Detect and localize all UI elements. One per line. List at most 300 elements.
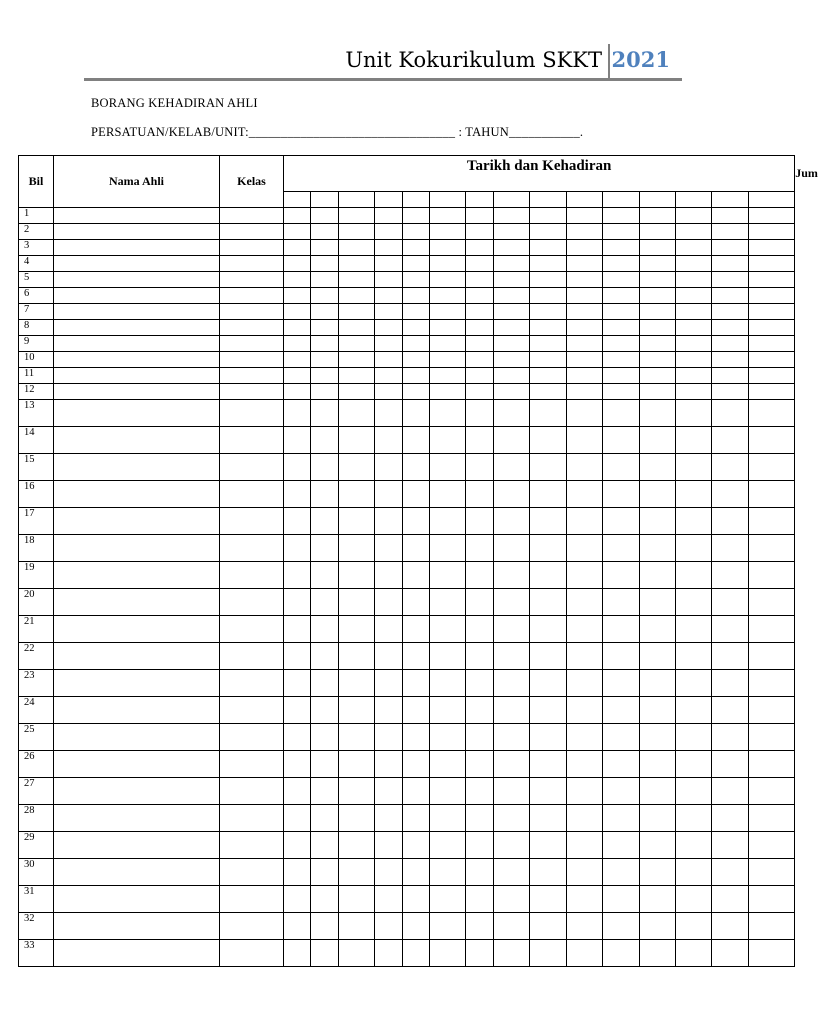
attendance-cell[interactable] [530, 427, 567, 454]
date-header-cell[interactable] [567, 192, 603, 208]
attendance-cell[interactable] [494, 670, 530, 697]
kelas-cell[interactable] [220, 805, 284, 832]
attendance-cell[interactable] [284, 224, 311, 240]
attendance-cell[interactable] [676, 643, 712, 670]
attendance-cell[interactable] [640, 589, 676, 616]
attendance-cell[interactable] [339, 778, 375, 805]
attendance-cell[interactable] [749, 670, 795, 697]
attendance-cell[interactable] [567, 208, 603, 224]
attendance-cell[interactable] [430, 256, 466, 272]
attendance-cell[interactable] [403, 320, 430, 336]
attendance-cell[interactable] [567, 481, 603, 508]
attendance-cell[interactable] [676, 724, 712, 751]
attendance-cell[interactable] [494, 272, 530, 288]
attendance-cell[interactable] [494, 886, 530, 913]
attendance-cell[interactable] [311, 400, 339, 427]
attendance-cell[interactable] [494, 320, 530, 336]
attendance-cell[interactable] [567, 240, 603, 256]
attendance-cell[interactable] [712, 940, 749, 967]
attendance-cell[interactable] [494, 336, 530, 352]
attendance-cell[interactable] [567, 778, 603, 805]
attendance-cell[interactable] [430, 616, 466, 643]
attendance-cell[interactable] [749, 272, 795, 288]
attendance-cell[interactable] [530, 384, 567, 400]
attendance-cell[interactable] [530, 320, 567, 336]
attendance-cell[interactable] [339, 616, 375, 643]
attendance-cell[interactable] [530, 240, 567, 256]
date-header-cell[interactable] [466, 192, 494, 208]
attendance-cell[interactable] [530, 304, 567, 320]
attendance-cell[interactable] [466, 208, 494, 224]
attendance-cell[interactable] [284, 535, 311, 562]
attendance-cell[interactable] [430, 320, 466, 336]
nama-cell[interactable] [54, 778, 220, 805]
attendance-cell[interactable] [603, 643, 640, 670]
attendance-cell[interactable] [749, 481, 795, 508]
attendance-cell[interactable] [375, 508, 403, 535]
attendance-cell[interactable] [466, 913, 494, 940]
attendance-cell[interactable] [676, 320, 712, 336]
attendance-cell[interactable] [749, 304, 795, 320]
attendance-cell[interactable] [339, 400, 375, 427]
attendance-cell[interactable] [339, 508, 375, 535]
attendance-cell[interactable] [603, 562, 640, 589]
attendance-cell[interactable] [676, 670, 712, 697]
attendance-cell[interactable] [284, 778, 311, 805]
attendance-cell[interactable] [676, 805, 712, 832]
nama-cell[interactable] [54, 562, 220, 589]
attendance-cell[interactable] [712, 535, 749, 562]
nama-cell[interactable] [54, 427, 220, 454]
attendance-cell[interactable] [284, 940, 311, 967]
attendance-cell[interactable] [749, 384, 795, 400]
attendance-cell[interactable] [284, 320, 311, 336]
attendance-cell[interactable] [567, 913, 603, 940]
attendance-cell[interactable] [567, 940, 603, 967]
attendance-cell[interactable] [430, 400, 466, 427]
attendance-cell[interactable] [339, 208, 375, 224]
attendance-cell[interactable] [567, 643, 603, 670]
attendance-cell[interactable] [603, 352, 640, 368]
attendance-cell[interactable] [712, 256, 749, 272]
attendance-cell[interactable] [676, 832, 712, 859]
attendance-cell[interactable] [403, 400, 430, 427]
attendance-cell[interactable] [530, 208, 567, 224]
attendance-cell[interactable] [676, 535, 712, 562]
attendance-cell[interactable] [466, 481, 494, 508]
attendance-cell[interactable] [375, 256, 403, 272]
nama-cell[interactable] [54, 368, 220, 384]
attendance-cell[interactable] [403, 940, 430, 967]
attendance-cell[interactable] [749, 859, 795, 886]
nama-cell[interactable] [54, 481, 220, 508]
kelas-cell[interactable] [220, 778, 284, 805]
attendance-cell[interactable] [712, 336, 749, 352]
attendance-cell[interactable] [530, 288, 567, 304]
attendance-cell[interactable] [284, 272, 311, 288]
attendance-cell[interactable] [530, 805, 567, 832]
attendance-cell[interactable] [375, 336, 403, 352]
nama-cell[interactable] [54, 256, 220, 272]
attendance-cell[interactable] [339, 859, 375, 886]
nama-cell[interactable] [54, 913, 220, 940]
attendance-cell[interactable] [712, 616, 749, 643]
attendance-cell[interactable] [530, 616, 567, 643]
attendance-cell[interactable] [375, 368, 403, 384]
attendance-cell[interactable] [403, 256, 430, 272]
attendance-cell[interactable] [403, 240, 430, 256]
attendance-cell[interactable] [311, 508, 339, 535]
attendance-cell[interactable] [567, 535, 603, 562]
attendance-cell[interactable] [403, 562, 430, 589]
attendance-cell[interactable] [749, 589, 795, 616]
attendance-cell[interactable] [494, 940, 530, 967]
attendance-cell[interactable] [375, 535, 403, 562]
attendance-cell[interactable] [430, 778, 466, 805]
attendance-cell[interactable] [311, 589, 339, 616]
attendance-cell[interactable] [749, 224, 795, 240]
attendance-cell[interactable] [530, 940, 567, 967]
attendance-cell[interactable] [676, 336, 712, 352]
nama-cell[interactable] [54, 384, 220, 400]
kelas-cell[interactable] [220, 240, 284, 256]
attendance-cell[interactable] [640, 643, 676, 670]
attendance-cell[interactable] [640, 256, 676, 272]
attendance-cell[interactable] [403, 778, 430, 805]
attendance-cell[interactable] [339, 454, 375, 481]
attendance-cell[interactable] [603, 940, 640, 967]
nama-cell[interactable] [54, 670, 220, 697]
kelas-cell[interactable] [220, 288, 284, 304]
attendance-cell[interactable] [284, 481, 311, 508]
kelas-cell[interactable] [220, 670, 284, 697]
attendance-cell[interactable] [530, 256, 567, 272]
attendance-cell[interactable] [339, 697, 375, 724]
attendance-cell[interactable] [640, 508, 676, 535]
date-header-cell[interactable] [712, 192, 749, 208]
nama-cell[interactable] [54, 724, 220, 751]
attendance-cell[interactable] [466, 336, 494, 352]
attendance-cell[interactable] [676, 224, 712, 240]
attendance-cell[interactable] [311, 832, 339, 859]
kelas-cell[interactable] [220, 256, 284, 272]
attendance-cell[interactable] [640, 384, 676, 400]
attendance-cell[interactable] [640, 805, 676, 832]
date-header-cell[interactable] [640, 192, 676, 208]
attendance-cell[interactable] [676, 304, 712, 320]
attendance-cell[interactable] [339, 535, 375, 562]
attendance-cell[interactable] [567, 368, 603, 384]
attendance-cell[interactable] [403, 643, 430, 670]
attendance-cell[interactable] [603, 697, 640, 724]
kelas-cell[interactable] [220, 697, 284, 724]
attendance-cell[interactable] [284, 886, 311, 913]
attendance-cell[interactable] [284, 288, 311, 304]
attendance-cell[interactable] [603, 670, 640, 697]
attendance-cell[interactable] [339, 832, 375, 859]
attendance-cell[interactable] [640, 352, 676, 368]
attendance-cell[interactable] [676, 481, 712, 508]
attendance-cell[interactable] [567, 562, 603, 589]
attendance-cell[interactable] [603, 535, 640, 562]
nama-cell[interactable] [54, 589, 220, 616]
kelas-cell[interactable] [220, 589, 284, 616]
kelas-cell[interactable] [220, 859, 284, 886]
attendance-cell[interactable] [676, 886, 712, 913]
attendance-cell[interactable] [466, 940, 494, 967]
attendance-cell[interactable] [749, 208, 795, 224]
date-header-cell[interactable] [749, 192, 795, 208]
attendance-cell[interactable] [567, 224, 603, 240]
attendance-cell[interactable] [311, 562, 339, 589]
nama-cell[interactable] [54, 643, 220, 670]
attendance-cell[interactable] [339, 427, 375, 454]
attendance-cell[interactable] [403, 224, 430, 240]
attendance-cell[interactable] [640, 778, 676, 805]
attendance-cell[interactable] [676, 940, 712, 967]
attendance-cell[interactable] [567, 859, 603, 886]
attendance-cell[interactable] [603, 240, 640, 256]
attendance-cell[interactable] [712, 427, 749, 454]
attendance-cell[interactable] [749, 400, 795, 427]
attendance-cell[interactable] [530, 832, 567, 859]
kelas-cell[interactable] [220, 643, 284, 670]
attendance-cell[interactable] [430, 508, 466, 535]
attendance-cell[interactable] [403, 697, 430, 724]
date-header-cell[interactable] [339, 192, 375, 208]
attendance-cell[interactable] [311, 886, 339, 913]
attendance-cell[interactable] [749, 751, 795, 778]
attendance-cell[interactable] [603, 508, 640, 535]
attendance-cell[interactable] [375, 481, 403, 508]
attendance-cell[interactable] [676, 859, 712, 886]
attendance-cell[interactable] [430, 562, 466, 589]
attendance-cell[interactable] [339, 384, 375, 400]
attendance-cell[interactable] [284, 616, 311, 643]
attendance-cell[interactable] [375, 886, 403, 913]
attendance-cell[interactable] [375, 288, 403, 304]
attendance-cell[interactable] [603, 288, 640, 304]
attendance-cell[interactable] [339, 368, 375, 384]
attendance-cell[interactable] [311, 697, 339, 724]
kelas-cell[interactable] [220, 427, 284, 454]
attendance-cell[interactable] [749, 352, 795, 368]
attendance-cell[interactable] [430, 336, 466, 352]
attendance-cell[interactable] [430, 272, 466, 288]
kelas-cell[interactable] [220, 481, 284, 508]
attendance-cell[interactable] [403, 670, 430, 697]
attendance-cell[interactable] [494, 427, 530, 454]
attendance-cell[interactable] [712, 859, 749, 886]
attendance-cell[interactable] [676, 384, 712, 400]
kelas-cell[interactable] [220, 616, 284, 643]
kelas-cell[interactable] [220, 368, 284, 384]
attendance-cell[interactable] [466, 535, 494, 562]
attendance-cell[interactable] [494, 724, 530, 751]
attendance-cell[interactable] [466, 384, 494, 400]
attendance-cell[interactable] [311, 724, 339, 751]
attendance-cell[interactable] [530, 697, 567, 724]
attendance-cell[interactable] [375, 304, 403, 320]
attendance-cell[interactable] [375, 643, 403, 670]
attendance-cell[interactable] [375, 384, 403, 400]
attendance-cell[interactable] [712, 778, 749, 805]
attendance-cell[interactable] [494, 400, 530, 427]
attendance-cell[interactable] [466, 368, 494, 384]
attendance-cell[interactable] [403, 886, 430, 913]
attendance-cell[interactable] [403, 208, 430, 224]
attendance-cell[interactable] [466, 778, 494, 805]
attendance-cell[interactable] [712, 304, 749, 320]
attendance-cell[interactable] [749, 535, 795, 562]
attendance-cell[interactable] [749, 508, 795, 535]
attendance-cell[interactable] [712, 913, 749, 940]
kelas-cell[interactable] [220, 562, 284, 589]
attendance-cell[interactable] [749, 643, 795, 670]
attendance-cell[interactable] [749, 697, 795, 724]
attendance-cell[interactable] [466, 304, 494, 320]
attendance-cell[interactable] [567, 272, 603, 288]
attendance-cell[interactable] [430, 352, 466, 368]
attendance-cell[interactable] [603, 454, 640, 481]
attendance-cell[interactable] [403, 272, 430, 288]
attendance-cell[interactable] [530, 562, 567, 589]
attendance-cell[interactable] [567, 288, 603, 304]
date-header-cell[interactable] [311, 192, 339, 208]
attendance-cell[interactable] [311, 272, 339, 288]
attendance-cell[interactable] [603, 913, 640, 940]
attendance-cell[interactable] [712, 832, 749, 859]
attendance-cell[interactable] [676, 272, 712, 288]
attendance-cell[interactable] [567, 454, 603, 481]
attendance-cell[interactable] [430, 724, 466, 751]
attendance-cell[interactable] [530, 589, 567, 616]
attendance-cell[interactable] [403, 535, 430, 562]
attendance-cell[interactable] [339, 643, 375, 670]
kelas-cell[interactable] [220, 886, 284, 913]
attendance-cell[interactable] [640, 832, 676, 859]
attendance-cell[interactable] [430, 940, 466, 967]
attendance-cell[interactable] [712, 751, 749, 778]
attendance-cell[interactable] [311, 913, 339, 940]
attendance-cell[interactable] [712, 643, 749, 670]
attendance-cell[interactable] [311, 643, 339, 670]
attendance-cell[interactable] [676, 454, 712, 481]
attendance-cell[interactable] [640, 481, 676, 508]
attendance-cell[interactable] [284, 454, 311, 481]
attendance-cell[interactable] [603, 224, 640, 240]
attendance-cell[interactable] [530, 643, 567, 670]
attendance-cell[interactable] [494, 384, 530, 400]
attendance-cell[interactable] [749, 288, 795, 304]
attendance-cell[interactable] [712, 368, 749, 384]
attendance-cell[interactable] [466, 272, 494, 288]
attendance-cell[interactable] [375, 454, 403, 481]
attendance-cell[interactable] [430, 751, 466, 778]
attendance-cell[interactable] [403, 481, 430, 508]
attendance-cell[interactable] [284, 304, 311, 320]
attendance-cell[interactable] [640, 616, 676, 643]
attendance-cell[interactable] [530, 670, 567, 697]
attendance-cell[interactable] [640, 336, 676, 352]
nama-cell[interactable] [54, 697, 220, 724]
attendance-cell[interactable] [339, 886, 375, 913]
attendance-cell[interactable] [311, 224, 339, 240]
attendance-cell[interactable] [284, 508, 311, 535]
attendance-cell[interactable] [311, 288, 339, 304]
attendance-cell[interactable] [339, 481, 375, 508]
attendance-cell[interactable] [603, 336, 640, 352]
kelas-cell[interactable] [220, 508, 284, 535]
attendance-cell[interactable] [712, 508, 749, 535]
attendance-cell[interactable] [494, 643, 530, 670]
attendance-cell[interactable] [403, 454, 430, 481]
attendance-cell[interactable] [530, 336, 567, 352]
attendance-cell[interactable] [640, 272, 676, 288]
attendance-cell[interactable] [375, 805, 403, 832]
attendance-cell[interactable] [284, 859, 311, 886]
attendance-cell[interactable] [375, 859, 403, 886]
date-header-cell[interactable] [676, 192, 712, 208]
attendance-cell[interactable] [466, 589, 494, 616]
attendance-cell[interactable] [339, 724, 375, 751]
date-header-cell[interactable] [284, 192, 311, 208]
kelas-cell[interactable] [220, 400, 284, 427]
attendance-cell[interactable] [603, 859, 640, 886]
attendance-cell[interactable] [494, 859, 530, 886]
attendance-cell[interactable] [466, 256, 494, 272]
attendance-cell[interactable] [311, 481, 339, 508]
attendance-cell[interactable] [339, 589, 375, 616]
attendance-cell[interactable] [640, 913, 676, 940]
attendance-cell[interactable] [311, 454, 339, 481]
attendance-cell[interactable] [712, 384, 749, 400]
kelas-cell[interactable] [220, 224, 284, 240]
attendance-cell[interactable] [430, 384, 466, 400]
attendance-cell[interactable] [339, 336, 375, 352]
attendance-cell[interactable] [430, 832, 466, 859]
attendance-cell[interactable] [284, 427, 311, 454]
attendance-cell[interactable] [311, 751, 339, 778]
attendance-cell[interactable] [284, 724, 311, 751]
attendance-cell[interactable] [603, 384, 640, 400]
attendance-cell[interactable] [640, 751, 676, 778]
attendance-cell[interactable] [567, 336, 603, 352]
attendance-cell[interactable] [603, 320, 640, 336]
kelas-cell[interactable] [220, 913, 284, 940]
attendance-cell[interactable] [603, 886, 640, 913]
attendance-cell[interactable] [311, 208, 339, 224]
attendance-cell[interactable] [494, 751, 530, 778]
attendance-cell[interactable] [712, 320, 749, 336]
attendance-cell[interactable] [430, 643, 466, 670]
kelas-cell[interactable] [220, 454, 284, 481]
attendance-cell[interactable] [640, 454, 676, 481]
attendance-cell[interactable] [567, 670, 603, 697]
attendance-cell[interactable] [375, 670, 403, 697]
attendance-cell[interactable] [430, 697, 466, 724]
attendance-cell[interactable] [530, 859, 567, 886]
attendance-cell[interactable] [403, 589, 430, 616]
attendance-cell[interactable] [466, 427, 494, 454]
nama-cell[interactable] [54, 400, 220, 427]
attendance-cell[interactable] [403, 751, 430, 778]
nama-cell[interactable] [54, 940, 220, 967]
attendance-cell[interactable] [603, 481, 640, 508]
attendance-cell[interactable] [676, 368, 712, 384]
attendance-cell[interactable] [749, 320, 795, 336]
attendance-cell[interactable] [640, 400, 676, 427]
